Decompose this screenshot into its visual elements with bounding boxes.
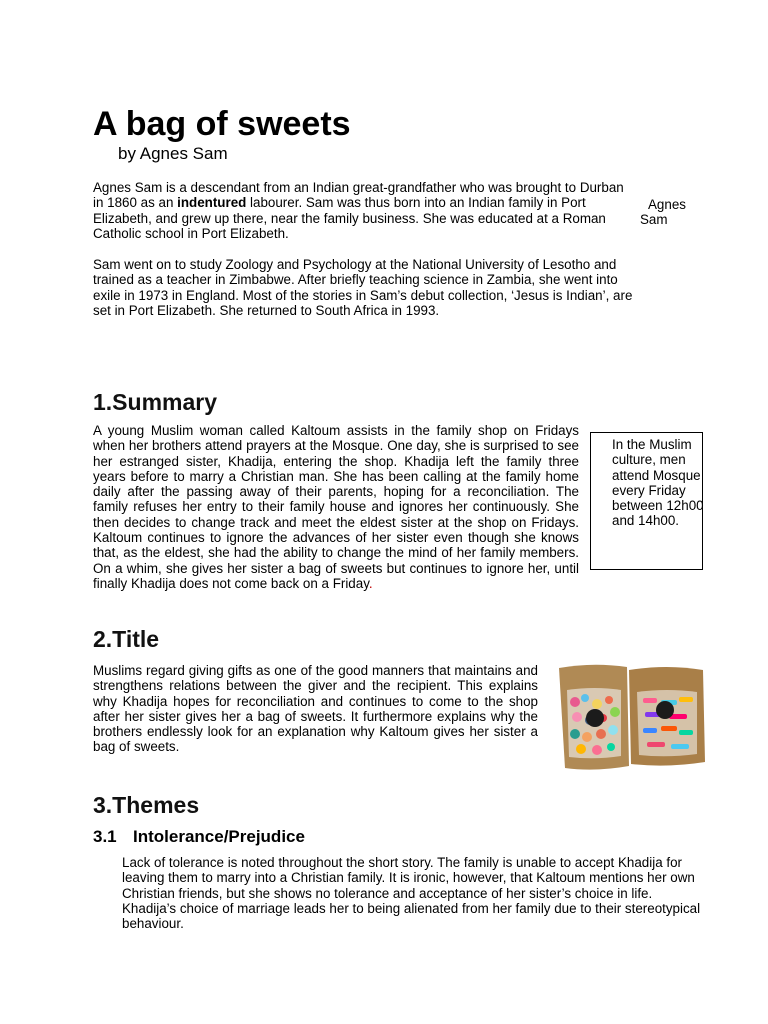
caption-line-1: Agnes <box>648 197 686 212</box>
summary-heading: 1.Summary <box>93 389 218 415</box>
title-paragraph: Muslims regard giving gifts as one of the good manners that maintains and strengthens relations between the giver and the recipient. This explains why Khadija hopes for reconciliation and continues to come to the shop after her sister gives her a bag of sweets. It furthermore explains why the brothers endlessly look for an explanation why Kaltoum gives her sister a bag of sweets. <box>93 663 538 755</box>
summary-text: A young Muslim woman called Kaltoum assists in the family shop on Fridays when her brothers attend prayers at the Mosque. One day, she is surprised to see her estranged sister, Khadija, entering the shop. Khadija left the family three years before to marry a Christian man. She has been calling at the family home daily after the passing away of their parents, hoping for a reconciliation. The family refuses her entry to their family house and ignores her continuously. She then decides to change track and meet the eldest sister at the shop on Fridays. Kaltoum continues to ignore the advances of her sister even though she knows that, as the eldest, she had the ability to change the mind of her family members. On a whim, she gives her sister a bag of sweets but continues to ignore her, until finally Khadija does not come back on a Friday <box>93 423 579 591</box>
summary-paragraph <box>93 423 579 591</box>
bio-paragraph-2: Sam went on to study Zoology and Psychology at the National University of Lesotho and trained as a teacher in Zimbabwe. After briefly teaching science in Zambia, she went into exile in 1973 in England. Most of the stories in Sam’s debut collection, ‘Jesus is Indian’, are set in Port Elizabeth. She returned to South Africa in 1993. <box>93 257 633 318</box>
summary-end-mark: . <box>368 575 373 591</box>
theme-title: Intolerance/Prejudice <box>133 827 305 846</box>
bio-bold-term: indentured <box>177 195 247 211</box>
page-title: A bag of sweets <box>93 105 351 143</box>
bio-text: Agnes Sam is a descendant from an Indian great-grandfather who was brought to Durban in 1860 as an <box>93 180 624 211</box>
themes-heading: 3.Themes <box>93 792 200 818</box>
author-photo-caption <box>640 197 686 228</box>
bio-text-cont: labourer. Sam was thus born into an Indian family in Port Elizabeth, and grew up there, near the family business. She was educated at a Roman Catholic school in Port Elizabeth. <box>93 195 606 241</box>
bio-paragraph-1 <box>93 180 633 241</box>
title-section-heading: 2.Title <box>93 626 160 652</box>
theme-number: 3.1 <box>93 827 117 846</box>
theme-subheading <box>93 827 305 847</box>
caption-line-2: Sam <box>640 212 668 228</box>
theme-paragraph: Lack of tolerance is noted throughout the short story. The family is unable to accept Khadija for leaving them to marry into a Christian family. It is ironic, however, that Kaltoum mentions her own Christian friends, but she shows no tolerance and acceptance of her sister’s choice in life. Khadija’s choice of marriage leads her to being alienated from her family due to their stereotypical behaviour. <box>122 855 701 932</box>
note-text: In the Muslim culture, men attend Mosque every Friday between 12h00 and 14h00. <box>612 437 704 529</box>
bag-of-sweets-image <box>557 662 709 772</box>
author-byline: by Agnes Sam <box>118 144 228 163</box>
